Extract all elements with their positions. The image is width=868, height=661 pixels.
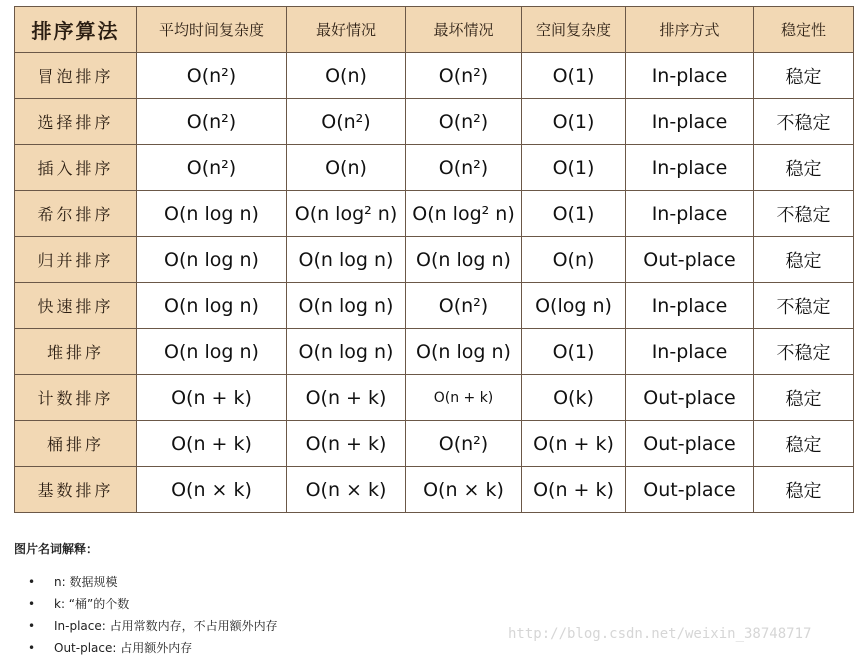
worst-case-cell: O(n²) bbox=[406, 145, 522, 191]
list-item bbox=[28, 637, 278, 659]
avg-time-cell: O(n + k) bbox=[137, 421, 287, 467]
space-cell: O(k) bbox=[522, 375, 626, 421]
row-algorithm-name: 插入排序 bbox=[15, 145, 137, 191]
avg-time-cell: O(n + k) bbox=[137, 375, 287, 421]
worst-case-cell: O(n log² n) bbox=[406, 191, 522, 237]
bullet-icon: • bbox=[28, 575, 36, 589]
stability-cell: 稳定 bbox=[754, 375, 854, 421]
method-cell: In-place bbox=[626, 191, 754, 237]
space-cell: O(n + k) bbox=[522, 467, 626, 513]
avg-time-cell: O(n × k) bbox=[137, 467, 287, 513]
avg-time-cell: O(n log n) bbox=[137, 191, 287, 237]
row-algorithm-name: 希尔排序 bbox=[15, 191, 137, 237]
method-cell: Out-place bbox=[626, 421, 754, 467]
header-stability: 稳定性 bbox=[754, 7, 854, 53]
best-case-cell: O(n log n) bbox=[287, 283, 406, 329]
space-cell: O(1) bbox=[522, 99, 626, 145]
space-cell: O(log n) bbox=[522, 283, 626, 329]
row-algorithm-name: 计数排序 bbox=[15, 375, 137, 421]
method-cell: In-place bbox=[626, 145, 754, 191]
row-algorithm-name: 桶排序 bbox=[15, 421, 137, 467]
best-case-cell: O(n log n) bbox=[287, 329, 406, 375]
best-case-cell: O(n²) bbox=[287, 99, 406, 145]
header-best-case: 最好情况 bbox=[287, 7, 406, 53]
avg-time-cell: O(n log n) bbox=[137, 237, 287, 283]
bullet-icon: • bbox=[28, 641, 36, 655]
row-algorithm-name: 基数排序 bbox=[15, 467, 137, 513]
glossary-text: n: 数据规模 bbox=[54, 575, 118, 589]
stability-cell: 稳定 bbox=[754, 145, 854, 191]
space-cell: O(1) bbox=[522, 191, 626, 237]
sorting-complexity-table bbox=[14, 6, 854, 513]
table-row bbox=[15, 145, 854, 191]
space-cell: O(1) bbox=[522, 145, 626, 191]
worst-case-cell: O(n²) bbox=[406, 421, 522, 467]
header-method: 排序方式 bbox=[626, 7, 754, 53]
stability-cell: 不稳定 bbox=[754, 191, 854, 237]
header-space: 空间复杂度 bbox=[522, 7, 626, 53]
row-algorithm-name: 堆排序 bbox=[15, 329, 137, 375]
method-cell: In-place bbox=[626, 99, 754, 145]
method-cell: Out-place bbox=[626, 237, 754, 283]
glossary-section bbox=[14, 540, 278, 659]
space-cell: O(1) bbox=[522, 53, 626, 99]
stability-cell: 不稳定 bbox=[754, 329, 854, 375]
stability-cell: 稳定 bbox=[754, 421, 854, 467]
worst-case-cell: O(n²) bbox=[406, 53, 522, 99]
avg-time-cell: O(n²) bbox=[137, 99, 287, 145]
glossary-list bbox=[14, 571, 278, 659]
avg-time-cell: O(n log n) bbox=[137, 283, 287, 329]
worst-case-cell: O(n log n) bbox=[406, 329, 522, 375]
method-cell: Out-place bbox=[626, 375, 754, 421]
header-avg-time: 平均时间复杂度 bbox=[137, 7, 287, 53]
glossary-title: 图片名词解释： bbox=[14, 542, 99, 556]
stability-cell: 稳定 bbox=[754, 53, 854, 99]
method-cell: In-place bbox=[626, 53, 754, 99]
method-cell: In-place bbox=[626, 283, 754, 329]
space-cell: O(n) bbox=[522, 237, 626, 283]
avg-time-cell: O(n²) bbox=[137, 145, 287, 191]
watermark-url: http://blog.csdn.net/weixin_38748717 bbox=[508, 626, 812, 642]
best-case-cell: O(n) bbox=[287, 145, 406, 191]
worst-case-cell: O(n × k) bbox=[406, 467, 522, 513]
table-row bbox=[15, 375, 854, 421]
table-row bbox=[15, 421, 854, 467]
worst-case-cell: O(n²) bbox=[406, 99, 522, 145]
row-algorithm-name: 选择排序 bbox=[15, 99, 137, 145]
glossary-text: Out-place: 占用额外内存 bbox=[54, 641, 193, 655]
avg-time-cell: O(n log n) bbox=[137, 329, 287, 375]
method-cell: Out-place bbox=[626, 467, 754, 513]
avg-time-cell: O(n²) bbox=[137, 53, 287, 99]
worst-case-cell: O(n log n) bbox=[406, 237, 522, 283]
stability-cell: 稳定 bbox=[754, 467, 854, 513]
table-header-row bbox=[15, 7, 854, 53]
glossary-text: In-place: 占用常数内存，不占用额外内存 bbox=[54, 619, 278, 633]
stability-cell: 不稳定 bbox=[754, 283, 854, 329]
worst-case-cell: O(n + k) bbox=[406, 375, 522, 421]
table-row bbox=[15, 467, 854, 513]
stability-cell: 不稳定 bbox=[754, 99, 854, 145]
table-row bbox=[15, 191, 854, 237]
best-case-cell: O(n) bbox=[287, 53, 406, 99]
glossary-text: k: “桶”的个数 bbox=[54, 597, 130, 611]
list-item bbox=[28, 571, 278, 593]
bullet-icon: • bbox=[28, 597, 36, 611]
header-algorithm: 排序算法 bbox=[15, 7, 137, 53]
worst-case-cell: O(n²) bbox=[406, 283, 522, 329]
list-item bbox=[28, 593, 278, 615]
best-case-cell: O(n log² n) bbox=[287, 191, 406, 237]
bullet-icon: • bbox=[28, 619, 36, 633]
stability-cell: 稳定 bbox=[754, 237, 854, 283]
table-row bbox=[15, 283, 854, 329]
header-worst-case: 最坏情况 bbox=[406, 7, 522, 53]
row-algorithm-name: 冒泡排序 bbox=[15, 53, 137, 99]
table-row bbox=[15, 99, 854, 145]
method-cell: In-place bbox=[626, 329, 754, 375]
best-case-cell: O(n + k) bbox=[287, 421, 406, 467]
space-cell: O(1) bbox=[522, 329, 626, 375]
space-cell: O(n + k) bbox=[522, 421, 626, 467]
best-case-cell: O(n × k) bbox=[287, 467, 406, 513]
table-row bbox=[15, 329, 854, 375]
best-case-cell: O(n log n) bbox=[287, 237, 406, 283]
best-case-cell: O(n + k) bbox=[287, 375, 406, 421]
table-row bbox=[15, 237, 854, 283]
table-row bbox=[15, 53, 854, 99]
list-item bbox=[28, 615, 278, 637]
row-algorithm-name: 归并排序 bbox=[15, 237, 137, 283]
row-algorithm-name: 快速排序 bbox=[15, 283, 137, 329]
